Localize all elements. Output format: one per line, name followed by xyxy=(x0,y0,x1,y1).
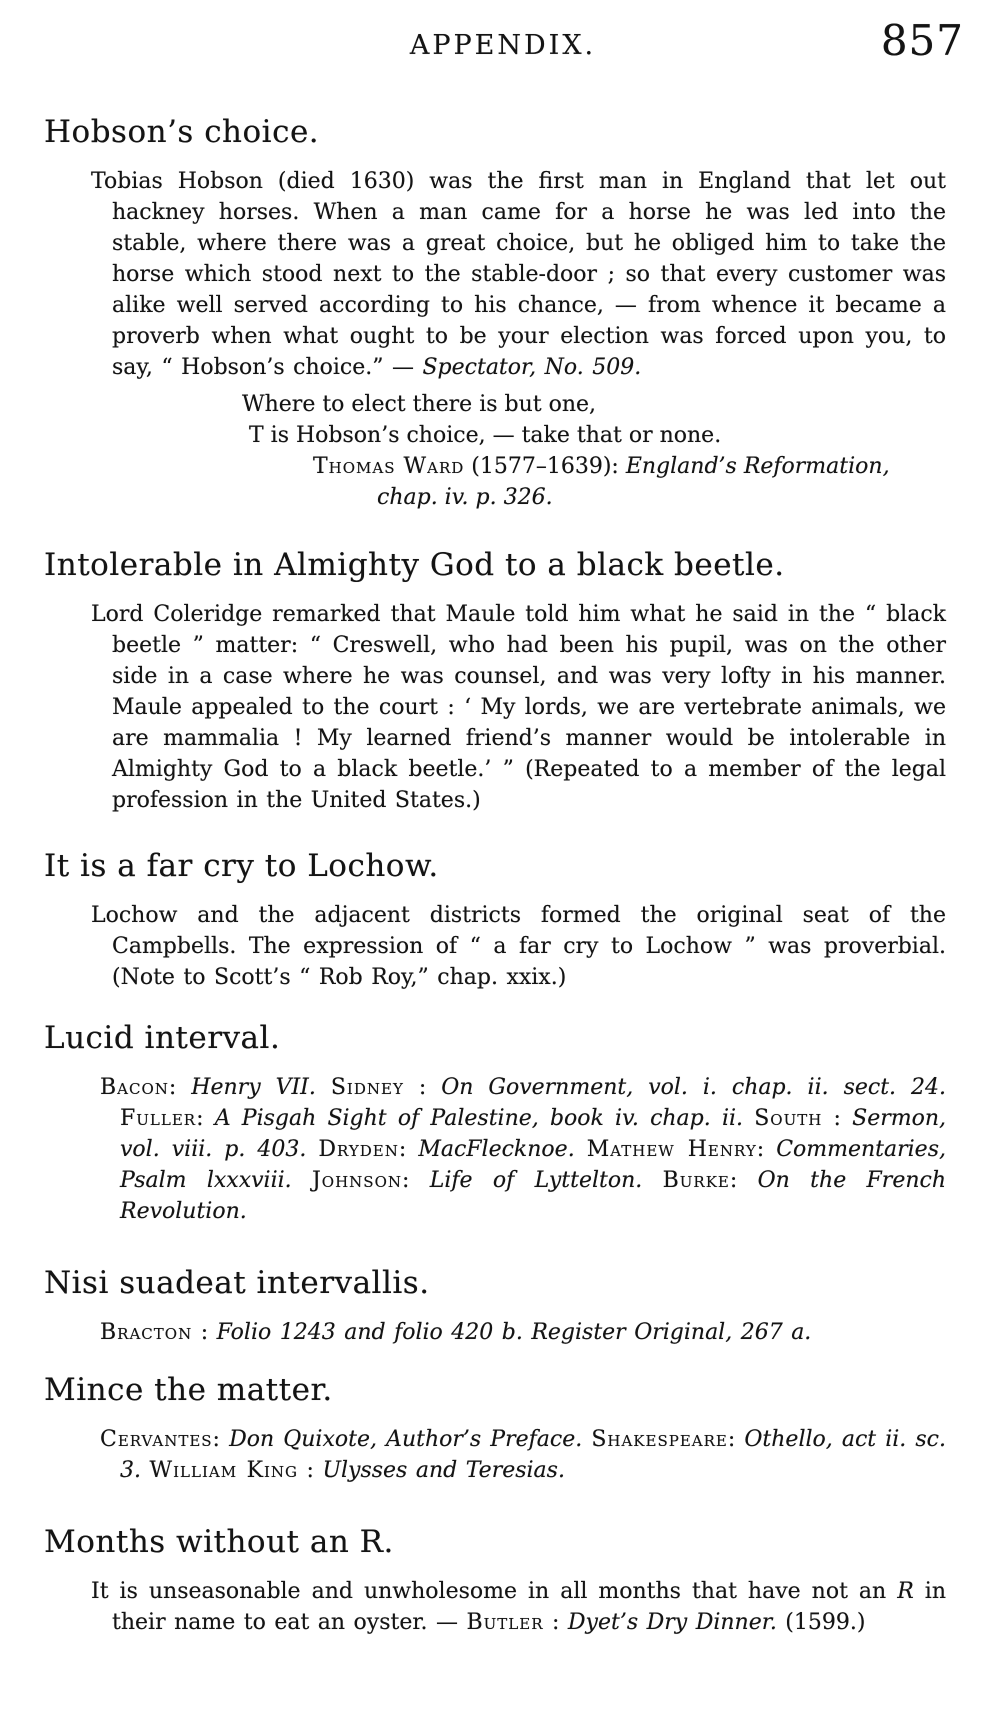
author-name: Johnson xyxy=(311,1168,403,1193)
text-segment: : xyxy=(298,1458,323,1483)
author-name: William King xyxy=(149,1458,299,1483)
verse-line: Where to elect there is but one, xyxy=(242,392,597,417)
entry-heading: Months without an R. xyxy=(44,1524,394,1560)
entry-mince-the-matter xyxy=(44,1372,946,1486)
text-segment: : xyxy=(212,1427,230,1452)
attribution-line xyxy=(377,482,946,513)
text-segment: : xyxy=(192,1320,217,1345)
work-title: Dyet’s Dry Dinner. xyxy=(567,1610,777,1635)
entry-heading: Intolerable in Almighty God to a black beetle. xyxy=(44,547,785,583)
work-title: Henry VII. xyxy=(191,1075,316,1100)
author-name: Bacon xyxy=(100,1075,169,1100)
entry-intolerable-black-beetle xyxy=(44,547,946,816)
verse-block xyxy=(44,389,946,451)
author-name: Bracton xyxy=(100,1320,193,1345)
work-title: Ulysses and Teresias. xyxy=(322,1458,565,1483)
author-name: Thomas Ward xyxy=(313,454,465,479)
entry-paragraph xyxy=(100,1317,946,1348)
work-title: Othello, act ii. sc. 3. xyxy=(120,1427,946,1483)
work-title: On the French Revolution. xyxy=(120,1168,947,1224)
entry-nisi-suadeat-intervallis xyxy=(44,1265,946,1348)
text-segment: (1599.) xyxy=(776,1610,866,1635)
entry-heading: It is a far cry to Lochow. xyxy=(44,848,439,884)
text-segment: : xyxy=(196,1106,215,1131)
text-segment: Lochow and the adjacent districts formed the original seat of the Campbells. The expression of “ a far cry to Lochow ” was proverbial. (Note to Scott’s “ Rob Roy,” chap. xxix.) xyxy=(91,903,946,990)
entry-heading: Hobson’s choice. xyxy=(44,114,320,150)
work-title: Don Quixote, Author’s Preface. xyxy=(229,1427,583,1452)
text-segment: : xyxy=(398,1137,419,1162)
text-segment: (1577–1639): xyxy=(464,454,626,479)
text-segment: Tobias Hobson (died 1630) was the first man in England that let out hackney horses. When a man came for a horse he was led into the stable, where there was a great choice, but he obliged him to take the horse which stood next to the stable-door ; so that every customer was alike well served according to his chance, — from whence it became a proverb when what ought to be your election was forced upon you, to say, “ Hobson’s choice.” — xyxy=(91,169,946,380)
entry-paragraph xyxy=(91,599,946,816)
work-title: MacFlecknoe. xyxy=(418,1137,575,1162)
entry-heading: Nisi suadeat intervallis. xyxy=(44,1265,430,1301)
work-title: Sermon, vol. viii. p. 403. xyxy=(120,1106,947,1162)
text-segment xyxy=(743,1106,754,1131)
entry-hobsons-choice xyxy=(44,114,946,513)
entry-months-without-an-r xyxy=(44,1524,946,1638)
work-title: Spectator, No. 509. xyxy=(422,355,642,380)
text-segment xyxy=(582,1427,591,1452)
work-title: On Government, vol. i. chap. ii. sect. 24. xyxy=(441,1075,946,1100)
work-title: Register Original, 267 a. xyxy=(531,1320,812,1345)
text-segment: : xyxy=(756,1137,777,1162)
running-head: APPENDIX. xyxy=(409,30,597,61)
entry-paragraph xyxy=(100,1072,947,1227)
page-number: 857 xyxy=(880,16,964,65)
entry-heading: Lucid interval. xyxy=(44,1020,281,1056)
text-segment: : xyxy=(403,1075,442,1100)
entry-paragraph xyxy=(91,900,946,993)
author-name: Sidney xyxy=(330,1075,404,1100)
author-name: South xyxy=(754,1106,823,1131)
text-segment xyxy=(292,1168,312,1193)
text-segment: Lord Coleridge remarked that Maule told him what he said in the “ black beetle ” matter: “ Creswell, who had been his pupil, was on the other side in a case where he was counsel, and was very lofty in his manner. Maule appealed to the court : ‘ My lords, we are vertebrate animals, we are mammalia ! My learned friend’s manner would be intolerable in Almighty God to a black beetle.’ ” (Repeated to a member of the legal profession in the United States.) xyxy=(91,602,946,813)
text-segment: : xyxy=(727,1427,745,1452)
work-title: England’s Reformation, xyxy=(625,454,890,479)
author-name: Fuller xyxy=(120,1106,197,1131)
entry-far-cry-to-lochow xyxy=(44,848,946,993)
entry-lucid-interval xyxy=(44,1020,946,1227)
author-name: Cervantes xyxy=(100,1427,213,1452)
entry-paragraph xyxy=(91,166,946,383)
work-title: Commentaries, Psalm lxxxviii. xyxy=(120,1137,946,1193)
verse-line: T is Hobson’s choice, — take that or none. xyxy=(249,423,722,448)
text-segment: : xyxy=(822,1106,853,1131)
attribution-line xyxy=(313,451,946,482)
text-segment: : xyxy=(402,1168,430,1193)
work-title: Life of Lyttelton. xyxy=(429,1168,643,1193)
author-name: Butler xyxy=(466,1610,544,1635)
text-segment xyxy=(642,1168,662,1193)
author-name: Dryden xyxy=(318,1137,399,1162)
page-header xyxy=(44,16,964,65)
text-segment xyxy=(316,1075,331,1100)
text-segment xyxy=(575,1137,587,1162)
author-name: Mathew Henry xyxy=(586,1137,757,1162)
text-segment: : xyxy=(543,1610,568,1635)
entry-heading: Mince the matter. xyxy=(44,1372,333,1408)
text-segment: in their name to eat an oyster. — xyxy=(112,1579,946,1635)
work-title: chap. iv. p. 326. xyxy=(377,485,553,510)
author-name: Shakespeare xyxy=(591,1427,728,1452)
text-segment: : xyxy=(168,1075,192,1100)
entry-paragraph xyxy=(100,1424,946,1486)
work-title: Folio 1243 and folio 420 b. xyxy=(216,1320,523,1345)
author-name: Burke xyxy=(662,1168,730,1193)
text-segment xyxy=(306,1137,318,1162)
text-segment xyxy=(141,1458,150,1483)
entry-paragraph xyxy=(91,1576,946,1638)
text-segment: : xyxy=(729,1168,758,1193)
text-segment: It is unseasonable and unwholesome in all months that have not an xyxy=(91,1579,898,1604)
work-title: R xyxy=(897,1579,914,1604)
work-title: A Pisgah Sight of Palestine, book iv. chap. ii. xyxy=(214,1106,744,1131)
